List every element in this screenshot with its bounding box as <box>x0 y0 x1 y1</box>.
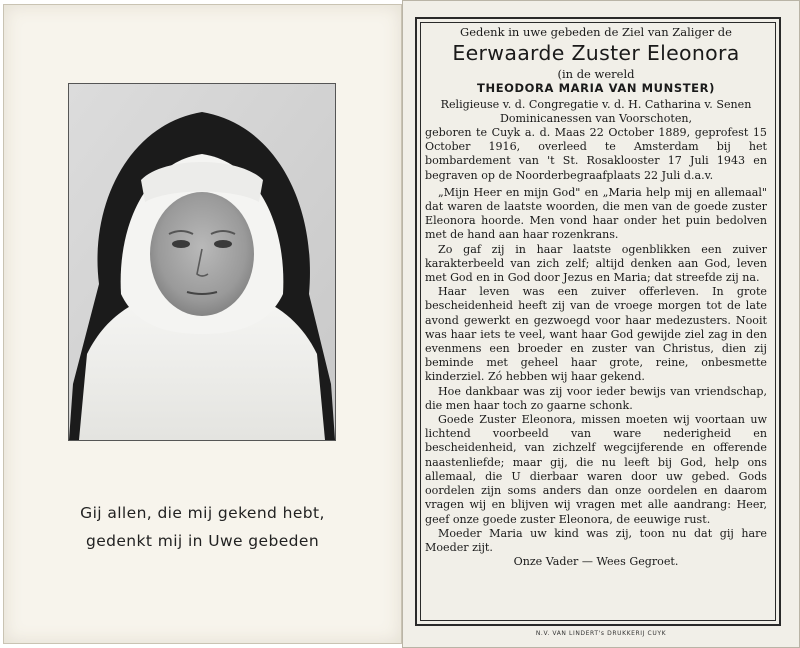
verse-line-2: gedenkt mij in Uwe gebeden <box>85 532 320 550</box>
paragraph-character: Zo gaf zij in haar laatste ogenblikken een zuiver karakterbeeld van zich zelf; altijd denken aan God, leven met God en in God door Jezus en Maria; dat streefde zij na. <box>425 242 767 285</box>
closing-prayers: Onze Vader — Wees Gegroet. <box>513 555 679 569</box>
intro-line: Gedenk in uwe gebeden de Ziel van Zaliger de <box>460 25 732 39</box>
nun-portrait-image <box>69 84 335 440</box>
paragraph-last-words: „Mijn Heer en mijn God" en „Maria help mij en allemaal" dat waren de laatste woorden, die men van de goede zuster Eleonora hoorde. Men vond haar onder het puin bedolven met de hand aan haar rozenkrans. <box>425 185 767 242</box>
memorial-card-back <box>402 0 800 648</box>
paragraph-prayer: Goede Zuster Eleonora, missen moeten wij voortaan uw lichtend voorbeeld van ware nederigheid en bescheidenheid, van zichzelf wegcijferende en offerende naastenliefde; maar gij, die nu leeft bij God, help ons allemaal, die U dierbaar waren door uw gebed. Gods oordelen zijn soms anders dan onze oordelen en daarom vragen wij en blijven wij vragen met alle aandrang: Heer, geef onze goede zuster Eleonora, de eeuwige rust. <box>425 413 767 526</box>
memorial-text <box>425 25 767 569</box>
printer-imprint: N.V. VAN LINDERT's DRUKKERIJ CUYK <box>535 630 667 637</box>
paragraph-gratitude: Hoe dankbaar was zij voor ieder bewijs van vriendschap, die men haar toch zo gaarne schonk. <box>425 384 767 412</box>
biography: geboren te Cuyk a. d. Maas 22 October 1889, geprofest 15 October 1916, overleed te Amsterdam bij het bombardement van 't St. Rosaklooster 17 Juli 1943 en begraven op de Noorderbegraafplaats 22 Juli d.a.v. <box>425 126 767 182</box>
worldly-label: (in de wereld <box>557 67 635 82</box>
paragraph-mother-mary: Moeder Maria uw kind was zij, toon nu dat gij hare Moeder zijt. <box>425 526 767 554</box>
order-line-1: Religieuse v. d. Congregatie v. d. H. Catharina v. Senen <box>440 97 752 111</box>
memorial-card-front <box>3 4 402 644</box>
paragraph-life: Haar leven was een zuiver offerleven. In grote bescheidenheid heeft zij van de vroege morgen tot de late avond gewerkt en gezwoegd voor haar medezusters. Nooit was haar iets te veel, want haar God gewijde ziel zag in den evenmens een broeder en zuster van Christus, dien zij beminde met geheel haar grote, reine, onbesmette kinderziel. Zó hebben wij haar gekend. <box>425 285 767 384</box>
order-line-2: Dominicanessen van Voorschoten, <box>499 111 693 125</box>
verse-line-1: Gij allen, die mij gekend hebt, <box>80 504 325 522</box>
portrait-photo <box>68 83 336 441</box>
birth-name: THEODORA MARIA VAN MUNSTER) <box>477 81 715 96</box>
memorial-verse <box>24 499 381 555</box>
deceased-name: Eerwaarde Zuster Eleonora <box>452 41 740 66</box>
